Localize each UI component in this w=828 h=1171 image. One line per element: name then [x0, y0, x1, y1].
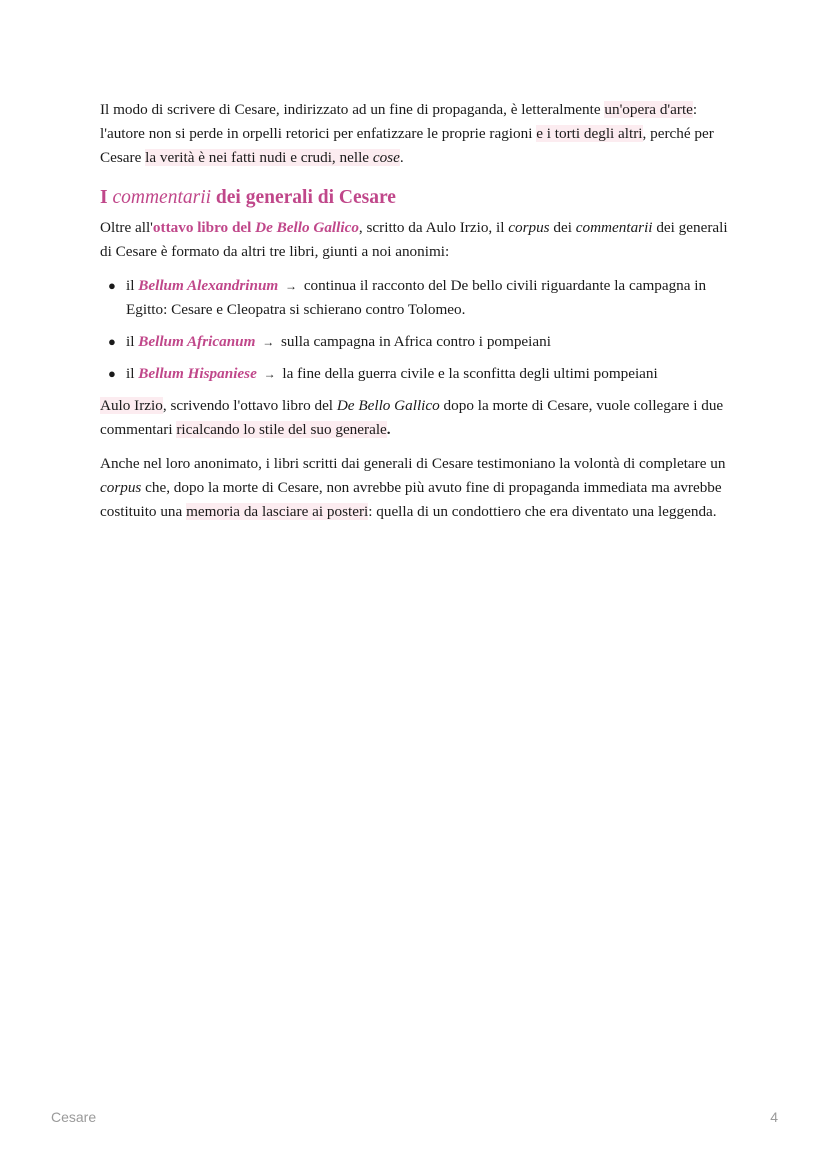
- list-item: ● il Bellum Hispaniese → la fine della guerra civile e la sconfitta degli ultimi pompeiani: [126, 362, 730, 386]
- paragraph-irzio: Aulo Irzio, scrivendo l'ottavo libro del De Bello Gallico dopo la morte di Cesare, vuole collegare i due commentari ricalcando lo stile del suo generale.: [100, 397, 724, 438]
- highlight: memoria da lasciare ai posteri: [186, 503, 369, 520]
- highlight: Aulo Irzio: [100, 397, 163, 414]
- arrow-right-icon: →: [263, 367, 276, 381]
- paragraph-conclusion: Anche nel loro anonimato, i libri scritti dai generali di Cesare testimoniano la volontà di completare un corpus che, dopo la morte di Cesare, non avrebbe più avuto fine di propaganda immediata ma avrebbe costituito una memoria da lasciare ai posteri: quella di un condottiero che era diventato una leggenda.: [100, 455, 726, 520]
- highlight: ricalcando lo stile del suo generale: [176, 421, 387, 438]
- books-list: [100, 274, 730, 386]
- book-title: Bellum Alexandrinum: [138, 277, 279, 294]
- paragraph-corpus: Oltre all'ottavo libro del De Bello Gallico, scritto da Aulo Irzio, il corpus dei commentarii dei generali di Cesare è formato da altri tre libri, giunti a noi anonimi:: [100, 219, 728, 260]
- list-item: ● il Bellum Africanum → sulla campagna in Africa contro i pompeiani: [126, 330, 730, 354]
- bullet-icon: ●: [108, 334, 116, 349]
- accent-text: ottavo libro del De Bello Gallico: [152, 219, 359, 236]
- page-number: 4: [770, 1109, 778, 1125]
- bullet-icon: ●: [108, 366, 116, 381]
- bullet-icon: ●: [108, 278, 116, 293]
- list-item: ● il Bellum Alexandrinum → continua il racconto del De bello civili riguardante la campagna in Egitto: Cesare e Cleopatra si schierano contro Tolomeo.: [126, 274, 730, 322]
- book-title: Bellum Hispaniese: [138, 365, 257, 382]
- highlight: la verità è nei fatti nudi e crudi, nelle cose: [145, 149, 400, 166]
- highlight: e i torti degli altri: [536, 125, 643, 142]
- section-heading: I commentarii dei generali di Cesare: [100, 187, 396, 208]
- footer-title: Cesare: [51, 1109, 97, 1125]
- arrow-right-icon: →: [285, 279, 298, 293]
- arrow-right-icon: →: [262, 335, 275, 349]
- book-title: Bellum Africanum: [138, 333, 256, 350]
- page-content: [100, 98, 730, 534]
- highlight: un'opera d'arte: [604, 101, 693, 118]
- paragraph-intro: Il modo di scrivere di Cesare, indirizzato ad un fine di propaganda, è letteralmente un'opera d'arte: l'autore non si perde in orpelli retorici per enfatizzare le proprie ragioni e i torti degli altri, perché per Cesare la verità è nei fatti nudi e crudi, nelle cose.: [100, 101, 714, 166]
